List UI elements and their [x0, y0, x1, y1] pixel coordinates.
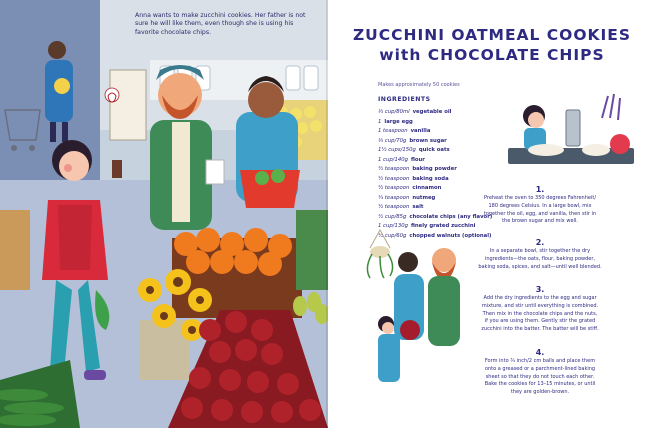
step-3-number: 3.	[535, 285, 545, 294]
chocolate-bar-icon	[112, 160, 122, 178]
ingredient-item	[378, 118, 528, 128]
yield-note: Makes approximately 50 cookies	[378, 82, 460, 88]
ingredient-item	[378, 137, 528, 147]
step-4-text: Form into ¾ inch/2 cm balls and place them onto a greased or a parchment-lined baking sheet so that they do not touch each other. Bake the cookies for 13–15 minutes, or until they are golden-brown.	[484, 358, 596, 396]
ingredient-amount: ⅓ cup/70g	[378, 137, 407, 144]
ingredient-name: quick oats	[418, 147, 450, 153]
ingredient-name: cinnamon	[412, 185, 442, 191]
ingredients-heading: INGREDIENTS	[378, 96, 431, 103]
ingredient-amount: 1½ cups/150g	[378, 147, 416, 153]
apple-sign-icon	[105, 88, 119, 102]
ingredient-item	[378, 175, 528, 185]
ingredient-name: vegetable oil	[412, 109, 452, 115]
step-3	[441, 285, 639, 334]
cookie-plate-icon	[400, 320, 420, 340]
ingredient-name: baking soda	[412, 175, 449, 182]
ingredient-amount: ½ teaspoon	[378, 204, 410, 210]
recipe-title-line-1: ZUCCHINI OATMEAL COOKIES	[352, 26, 632, 44]
ingredient-amount: 1	[378, 118, 382, 125]
ingredient-item	[378, 108, 528, 118]
step-4	[441, 348, 639, 397]
ingredient-item	[378, 127, 528, 137]
ingredient-item	[378, 146, 528, 156]
step-1	[441, 185, 639, 226]
ingredient-amount: ½ teaspoon	[378, 185, 410, 191]
ingredient-item	[378, 156, 528, 166]
step-2-text: In a separate bowl, stir together the dry ingredients—the oats, flour, baking powder, baking soda, spices, and salt—until well blended.	[478, 248, 602, 270]
ingredient-name: nutmeg	[412, 194, 436, 201]
ingredient-amount: ½ teaspoon	[378, 166, 410, 172]
ingredient-name: finely grated zucchini	[410, 223, 476, 229]
ingredient-amount: ⅓ cup/80ml	[378, 109, 410, 115]
ingredient-amount: ½ teaspoon	[378, 175, 410, 182]
right-page-recipe	[328, 0, 656, 428]
step-3-text: Add the dry ingredients to the egg and sugar mixture, and stir until everything is combined. Then mix in the chocolate chips and the nuts, if you are using them. Gently stir the grated zucchini into the batter. The batter will be stiff.	[481, 295, 599, 333]
recipe-title-line-2: with CHOCOLATE CHIPS	[379, 46, 605, 64]
ingredient-name: salt	[412, 204, 424, 210]
ingredient-amount: 1 cup/130g	[378, 223, 408, 229]
ingredient-item	[378, 165, 528, 175]
ingredient-amount: 1 cup/140g	[378, 156, 408, 163]
ingredient-name: chopped walnuts (optional)	[409, 232, 492, 239]
step-1-text: Preheat the oven to 350 degrees Fahrenheit/ 180 degrees Celsius. In a large bowl, mix together the oil, egg, and vanilla, then stir in the brown sugar and mix well.	[483, 195, 597, 225]
step-1-number: 1.	[535, 185, 545, 194]
step-2-number: 2.	[535, 238, 545, 247]
story-text: Anna wants to make zucchini cookies. Her father is not sure he will like them, even though she is using his favorite chocolate chips.	[135, 12, 306, 36]
ingredient-amount: ½ cup/85g	[378, 213, 407, 220]
step-2	[441, 238, 639, 271]
ingredient-amount: 1 teaspoon	[378, 128, 408, 134]
step-4-number: 4.	[535, 348, 545, 357]
ingredient-amount: ¼ teaspoon	[378, 194, 410, 201]
ingredient-name: vanilla	[410, 128, 431, 134]
ingredient-name: large egg	[384, 118, 413, 125]
ingredient-name: chocolate chips (any flavor)	[409, 213, 493, 220]
ingredient-name: flour	[410, 156, 425, 163]
ingredient-name: baking powder	[412, 166, 457, 172]
ingredient-amount: ½ cup/60g	[378, 232, 407, 239]
ingredient-name: brown sugar	[409, 137, 447, 144]
